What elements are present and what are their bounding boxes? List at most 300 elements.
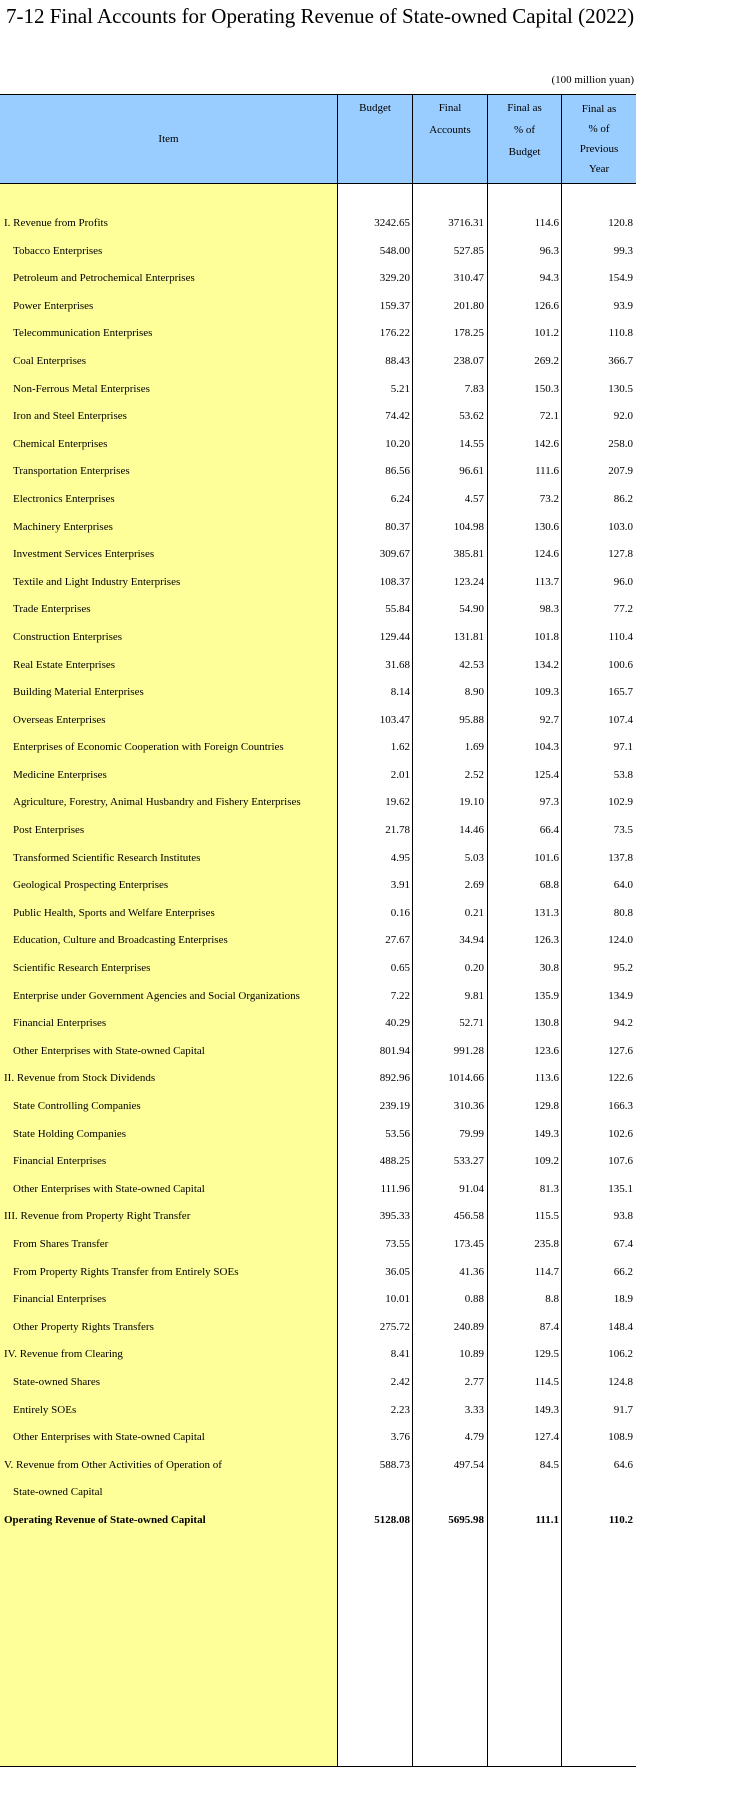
pct-prev-year-cell: 124.0 [608,934,633,947]
table-row [0,624,636,652]
budget-cell: 3.76 [390,1431,410,1444]
pct-budget-cell: 8.8 [545,1293,559,1306]
row-label: III. Revenue from Property Right Transfer [4,1210,191,1223]
header-pct-prev-year [561,95,636,183]
pct-budget-cell: 87.4 [539,1320,559,1333]
pct-budget-cell: 72.1 [539,410,559,423]
pct-budget-cell: 150.3 [534,382,559,395]
final-accounts-cell: 201.80 [453,299,484,312]
table-row [0,1176,636,1204]
header-line: Year [588,163,610,175]
header-item: Item [158,133,179,145]
pct-prev-year-cell: 64.0 [613,879,633,892]
final-accounts-cell: 19.10 [459,796,484,809]
row-label: IV. Revenue from Clearing [4,1348,123,1361]
final-accounts-cell: 178.25 [453,327,484,340]
table-row [0,1369,636,1397]
pct-prev-year-cell: 102.6 [608,1127,633,1140]
unit-label: (100 million yuan) [551,74,634,86]
budget-cell: 275.72 [379,1320,410,1333]
budget-cell: 548.00 [379,244,410,257]
header-line: Budget [508,146,541,158]
final-accounts-cell: 0.21 [464,906,484,919]
budget-cell: 19.62 [385,796,410,809]
table-row [0,569,636,597]
table-row [0,1121,636,1149]
budget-cell: 31.68 [385,658,410,671]
table-row [0,431,636,459]
pct-budget-cell: 97.3 [539,796,559,809]
budget-cell: 55.84 [385,603,410,616]
row-label: V. Revenue from Other Activities of Operation of [4,1458,222,1471]
row-label: Coal Enterprises [13,354,87,367]
final-accounts-cell: 5695.98 [448,1513,484,1526]
budget-cell: 40.29 [385,1017,410,1030]
pct-budget-cell: 126.3 [534,934,559,947]
table-row [0,486,636,514]
budget-cell: 53.56 [385,1127,410,1140]
final-accounts-cell: 533.27 [453,1155,484,1168]
row-label: Post Enterprises [13,824,85,837]
row-label: Medicine Enterprises [13,768,107,781]
final-accounts-cell: 95.88 [459,713,484,726]
final-accounts-cell: 9.81 [464,989,484,1002]
final-accounts-cell: 54.90 [459,603,484,616]
header-line: Final as [507,102,542,114]
pct-budget-cell: 131.3 [534,906,559,919]
budget-cell: 4.95 [390,851,410,864]
table-row [0,734,636,762]
pct-budget-cell: 129.5 [534,1348,559,1361]
table-row [0,789,636,817]
header-line: Final as [581,103,617,115]
table-row [0,927,636,955]
pct-budget-cell: 111.1 [535,1513,559,1526]
pct-budget-cell: 73.2 [539,492,559,505]
table-row [0,762,636,790]
pct-prev-year-cell: 154.9 [608,272,633,285]
pct-budget-cell: 113.6 [534,1072,559,1085]
row-label: Trade Enterprises [13,603,91,616]
table-row [0,1231,636,1259]
table-row [0,541,636,569]
pct-budget-cell: 127.4 [534,1431,559,1444]
table-row [0,1397,636,1425]
final-accounts-cell: 1.69 [464,741,484,754]
pct-budget-cell: 113.7 [534,575,559,588]
table-row [0,265,636,293]
table-row [0,1479,636,1507]
row-label: Financial Enterprises [13,1155,107,1168]
final-accounts-cell: 14.55 [459,437,484,450]
pct-prev-year-cell: 366.7 [608,354,633,367]
budget-cell: 892.96 [379,1072,410,1085]
pct-prev-year-cell: 108.9 [608,1431,633,1444]
final-accounts-cell: 310.36 [453,1100,484,1112]
table-row [0,596,636,624]
pct-prev-year-cell: 100.6 [608,658,633,671]
pct-prev-year-cell: 207.9 [608,465,633,478]
budget-cell: 10.01 [385,1293,410,1306]
table-row [0,376,636,404]
row-label: Other Enterprises with State-owned Capital [13,1044,205,1057]
row-label: Building Material Enterprises [13,686,144,699]
final-accounts-cell: 5.03 [464,851,484,864]
row-label: Scientific Research Enterprises [13,962,151,975]
table-row [0,210,636,238]
budget-cell: 176.22 [379,327,410,340]
row-label: I. Revenue from Profits [4,217,108,229]
pct-prev-year-cell: 99.3 [613,244,633,257]
row-label: Agriculture, Forestry, Animal Husbandry and Fishery Enterprises [13,796,301,809]
table-row [0,1314,636,1342]
pct-budget-cell: 114.7 [534,1265,559,1278]
final-accounts-cell: 53.62 [459,410,484,423]
row-label: Overseas Enterprises [13,713,106,726]
final-accounts-cell: 527.85 [453,244,484,257]
table-row [0,458,636,486]
table-row [0,1093,636,1121]
budget-cell: 801.94 [379,1044,410,1057]
row-label: Petroleum and Petrochemical Enterprises [13,272,195,285]
pct-budget-cell: 30.8 [539,962,559,975]
budget-cell: 588.73 [379,1458,410,1471]
pct-budget-cell: 130.8 [534,1017,559,1030]
row-label: Textile and Light Industry Enterprises [13,575,181,588]
pct-prev-year-cell: 122.6 [608,1072,633,1085]
row-label: Financial Enterprises [13,1017,107,1030]
header-line: % of [588,123,610,135]
pct-prev-year-cell: 93.9 [613,299,633,312]
pct-budget-cell: 134.2 [534,658,559,671]
pct-budget-cell: 104.3 [534,741,559,754]
budget-cell: 111.96 [380,1182,410,1195]
total-row [0,1507,636,1535]
pct-budget-cell: 123.6 [534,1044,559,1057]
budget-cell: 10.20 [385,437,410,450]
pct-budget-cell: 129.8 [534,1100,559,1112]
pct-prev-year-cell: 148.4 [608,1320,633,1333]
table-row [0,1341,636,1369]
row-label: Chemical Enterprises [13,437,108,450]
table-row [0,1010,636,1038]
final-accounts-cell: 34.94 [459,934,484,947]
pct-prev-year-cell: 137.8 [608,851,633,864]
row-label: Enterprises of Economic Cooperation with Foreign Countries [13,741,284,754]
pct-budget-cell: 66.4 [539,824,559,837]
final-accounts-cell: 2.69 [464,879,484,892]
pct-budget-cell: 109.3 [534,686,559,699]
budget-cell: 395.33 [379,1210,410,1223]
final-accounts-cell: 456.58 [453,1210,484,1223]
budget-cell: 3.91 [390,879,410,892]
budget-cell: 6.24 [390,492,410,505]
final-accounts-cell: 240.89 [453,1320,484,1333]
table-row [0,403,636,431]
pct-prev-year-cell: 64.6 [613,1458,633,1471]
pct-prev-year-cell: 95.2 [613,962,633,975]
row-label: Operating Revenue of State-owned Capital [4,1513,206,1526]
pct-prev-year-cell: 86.2 [613,492,633,505]
row-label: From Shares Transfer [13,1237,109,1250]
table-row [0,652,636,680]
final-accounts-cell: 238.07 [453,354,484,367]
budget-cell: 329.20 [379,272,410,285]
row-label: Geological Prospecting Enterprises [13,879,169,892]
row-label: Tobacco Enterprises [13,244,103,257]
row-label: State-owned Capital [13,1486,103,1499]
pct-prev-year-cell: 106.2 [608,1348,633,1361]
budget-cell: 2.01 [390,768,410,781]
final-accounts-cell: 41.36 [459,1265,484,1278]
final-accounts-cell: 79.99 [459,1127,484,1140]
budget-cell: 27.67 [385,934,410,947]
row-label: Other Enterprises with State-owned Capital [13,1431,205,1444]
header-budget [337,95,412,183]
pct-budget-cell: 125.4 [534,768,559,781]
table-row [0,983,636,1011]
row-label: Telecommunication Enterprises [13,327,153,340]
budget-cell: 8.41 [390,1348,410,1361]
row-label: State-owned Shares [13,1375,101,1388]
header-pct-budget [487,95,561,183]
pct-budget-cell: 124.6 [534,548,559,561]
pct-budget-cell: 81.3 [539,1182,559,1195]
pct-prev-year-cell: 94.2 [613,1017,633,1030]
page-title: 7-12 Final Accounts for Operating Revenue of State-owned Capital (2022) [6,4,635,28]
pct-prev-year-cell: 102.9 [608,796,633,809]
budget-cell: 7.22 [390,989,410,1002]
table-row [0,817,636,845]
pct-budget-cell: 101.2 [534,327,559,340]
table-header [0,94,636,184]
final-accounts-cell: 4.57 [464,492,484,505]
row-label: Construction Enterprises [13,630,123,643]
budget-cell: 73.55 [385,1237,410,1250]
table-row [0,955,636,983]
table-row [0,320,636,348]
budget-cell: 86.56 [385,465,410,478]
pct-prev-year-cell: 107.6 [608,1155,633,1168]
row-label: Non-Ferrous Metal Enterprises [13,382,150,395]
final-accounts-cell: 497.54 [453,1458,484,1471]
pct-budget-cell: 92.7 [539,713,559,726]
final-accounts-cell: 173.45 [453,1237,484,1250]
row-label: State Controlling Companies [13,1100,141,1112]
pct-budget-cell: 111.6 [535,465,559,478]
table-row [0,1065,636,1093]
budget-cell: 2.23 [390,1403,410,1416]
table-row [0,679,636,707]
table-row [0,1038,636,1066]
table-body [0,184,636,1767]
pct-prev-year-cell: 127.8 [608,548,633,561]
pct-budget-cell: 101.8 [534,630,559,643]
pct-budget-cell: 135.9 [534,989,559,1002]
table-row [0,1259,636,1287]
table-row [0,707,636,735]
final-accounts-cell: 0.88 [464,1293,484,1306]
header-line: Final [438,102,462,114]
pct-prev-year-cell: 93.8 [613,1210,633,1223]
final-accounts-cell: 991.28 [453,1044,484,1057]
pct-budget-cell: 235.8 [534,1237,559,1250]
row-label: Iron and Steel Enterprises [13,410,127,423]
row-label: Machinery Enterprises [13,520,113,533]
pct-prev-year-cell: 73.5 [613,824,633,837]
pct-budget-cell: 84.5 [539,1458,559,1471]
header-final-accounts [412,95,487,183]
final-accounts-cell: 385.81 [453,548,484,561]
pct-prev-year-cell: 107.4 [608,713,633,726]
row-label: Enterprise under Government Agencies and Social Organizations [13,989,300,1002]
final-accounts-cell: 14.46 [459,824,484,837]
pct-prev-year-cell: 67.4 [613,1237,633,1250]
pct-prev-year-cell: 66.2 [613,1265,633,1278]
budget-cell: 159.37 [379,299,410,312]
row-label: State Holding Companies [13,1127,127,1140]
budget-cell: 129.44 [379,630,410,643]
budget-cell: 488.25 [379,1155,410,1168]
final-accounts-cell: 104.98 [453,520,484,533]
table-row [0,238,636,266]
budget-cell: 74.42 [385,410,410,423]
budget-cell: 239.19 [379,1100,410,1112]
pct-prev-year-cell: 97.1 [613,741,633,754]
budget-cell: 21.78 [385,824,410,837]
budget-cell: 5.21 [390,382,410,395]
final-accounts-cell: 3.33 [464,1403,484,1416]
table-row [0,845,636,873]
row-label: Real Estate Enterprises [13,658,116,671]
pct-budget-cell: 114.5 [534,1375,559,1388]
pct-prev-year-cell: 91.7 [613,1403,633,1416]
budget-cell: 36.05 [385,1265,410,1278]
pct-budget-cell: 68.8 [539,879,559,892]
pct-prev-year-cell: 134.9 [608,989,633,1002]
row-label: Power Enterprises [13,299,94,312]
table-row [0,1286,636,1314]
row-label: Transformed Scientific Research Institutes [13,851,201,864]
budget-cell: 2.42 [390,1375,410,1388]
pct-budget-cell: 142.6 [534,437,559,450]
pct-prev-year-cell: 135.1 [608,1182,633,1195]
final-accounts-cell: 42.53 [459,658,484,671]
budget-cell: 88.43 [385,354,410,367]
pct-prev-year-cell: 165.7 [608,686,633,699]
pct-prev-year-cell: 53.8 [613,768,633,781]
pct-budget-cell: 109.2 [534,1155,559,1168]
pct-budget-cell: 149.3 [534,1127,559,1140]
header-budget-label: Budget [359,102,391,114]
final-accounts-cell: 131.81 [453,630,484,643]
pct-budget-cell: 98.3 [539,603,559,616]
header-line: Previous [579,143,619,155]
final-accounts-cell: 10.89 [459,1348,484,1361]
table-row [0,1148,636,1176]
row-label: Electronics Enterprises [13,492,115,505]
row-label: From Property Rights Transfer from Entirely SOEs [13,1265,239,1278]
final-accounts-cell: 3716.31 [448,217,484,229]
pct-budget-cell: 94.3 [539,272,559,285]
pct-budget-cell: 114.6 [534,217,559,229]
pct-prev-year-cell: 92.0 [613,410,633,423]
final-accounts-cell: 123.24 [453,575,484,588]
pct-budget-cell: 130.6 [534,520,559,533]
final-accounts-cell: 4.79 [464,1431,484,1444]
row-label: Financial Enterprises [13,1293,107,1306]
pct-prev-year-cell: 103.0 [608,520,633,533]
table-row [0,348,636,376]
budget-cell: 0.16 [390,906,410,919]
final-accounts-cell: 1014.66 [448,1072,484,1085]
budget-cell: 108.37 [379,575,410,588]
final-accounts-cell: 0.20 [464,962,484,975]
budget-cell: 80.37 [385,520,410,533]
pct-budget-cell: 149.3 [534,1403,559,1416]
final-accounts-cell: 96.61 [459,465,484,478]
row-label: Other Enterprises with State-owned Capital [13,1182,205,1195]
final-accounts-cell: 52.71 [459,1017,484,1030]
pct-prev-year-cell: 80.8 [613,906,633,919]
budget-cell: 0.65 [390,962,410,975]
budget-cell: 8.14 [390,686,410,699]
pct-budget-cell: 101.6 [534,851,559,864]
pct-budget-cell: 115.5 [534,1210,559,1223]
pct-budget-cell: 96.3 [539,244,559,257]
row-label: II. Revenue from Stock Dividends [4,1072,156,1085]
header-line: % of [513,124,536,136]
pct-prev-year-cell: 96.0 [613,575,633,588]
row-label: Education, Culture and Broadcasting Enterprises [13,934,228,947]
row-label: Transportation Enterprises [13,465,130,478]
row-label: Investment Services Enterprises [13,548,155,561]
pct-prev-year-cell: 130.5 [608,382,633,395]
budget-cell: 1.62 [390,741,410,754]
budget-cell: 3242.65 [374,217,410,229]
pct-prev-year-cell: 18.9 [613,1293,633,1306]
pct-prev-year-cell: 166.3 [608,1100,633,1112]
row-label: Public Health, Sports and Welfare Enterprises [13,906,215,919]
pct-prev-year-cell: 120.8 [608,217,633,229]
pct-prev-year-cell: 258.0 [608,437,633,450]
final-accounts-cell: 7.83 [464,382,484,395]
table-row [0,1424,636,1452]
table-row [0,872,636,900]
final-accounts-cell: 8.90 [464,686,484,699]
row-label: Other Property Rights Transfers [13,1320,154,1333]
table-row [0,900,636,928]
header-line: Accounts [429,124,471,136]
budget-cell: 103.47 [379,713,410,726]
pct-prev-year-cell: 77.2 [613,603,633,616]
revenue-table [0,94,636,1767]
pct-budget-cell: 269.2 [534,354,559,367]
row-label: Entirely SOEs [13,1403,77,1416]
final-accounts-cell: 2.77 [464,1375,484,1388]
final-accounts-cell: 310.47 [453,272,484,285]
table-row [0,1452,636,1480]
pct-prev-year-cell: 127.6 [608,1044,633,1057]
table-row [0,514,636,542]
budget-cell: 309.67 [379,548,410,561]
final-accounts-cell: 91.04 [459,1182,484,1195]
table-rows [0,210,636,1535]
budget-cell: 5128.08 [374,1513,410,1526]
pct-budget-cell: 126.6 [534,299,559,312]
table-row [0,1203,636,1231]
table-row [0,293,636,321]
